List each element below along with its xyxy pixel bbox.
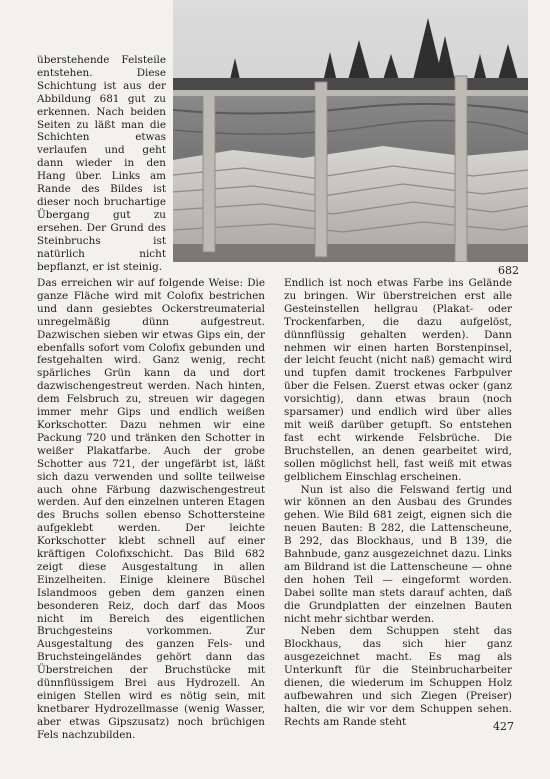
paragraph: Das erreichen wir auf folgende Weise: Die ganze Fläche wird mit Colofix bestrichen und dann gesiebtes Ockerstreumaterial unregelmäßig dünn aufgestreut. Dazwischen sieben wir etwas Gips ein, der ebenfalls sofort vom Colofix gebunden und festgehalten wird. Ganz wenig, recht spärliches Grün kann da und dort dazwischengestreut werden. Nach hinten, dem Felsbruch zu, streuen wir dagegen immer mehr Gips und endlich weißen Korkschotter. Dazu nehmen wir eine Packung 720 und tränken den Schotter in weißer Plakatfarbe. Auch der grobe Schotter aus 721, der ungefärbt ist, läßt sich dazu verwenden und sollte teilweise auch ohne Färbung dazwischengestreut werden. Auf den einzelnen unteren Etagen des Bruchs sollen ebenso Schottersteine aufgeklebt werden. Der leichte Korkschotter klebt schnell auf einer kräftigen Colofixschicht. Das Bild 682 zeigt diese Ausgestaltung in allen Einzelheiten. Einige kleinere Büschel Islandmoos geben dem ganzen einen besonderen Reiz, doch darf das Moos nicht im Bereich des eigentlichen Bruchgesteins vorkommen. Zur Ausgestaltung des ganzen Fels- und Bruchsteingeländes gehört dann das Überstreichen der Bruchstücke mit dünnflüssigem Brei aus Hydrozell. An einigen Stellen wird es nötig sein, mit knetbarer Hydrozellmasse (wenig Wasser, aber etwas Gipszusatz) noch brüchigen Fels nachzubilden. xyxy=(37,277,265,741)
page-number: 427 xyxy=(493,720,514,733)
paragraph: Nun ist also die Felswand fertig und wir können an den Ausbau des Grundes gehen. Wie Bild 681 zeigt, eignen sich die neuen Bauten: B 282, die Lattenscheune, B 292, das Blockhaus, und B 139, die Bahnbude, ganz ausgezeichnet dazu. Links am Bildrand ist die Lattenscheune — ohne den hohen Teil — eingeformt worden. Dabei sollte man stets darauf achten, daß die Grundplatten der einzelnen Bauten nicht mehr sichtbar werden. xyxy=(284,483,512,625)
paragraph: Neben dem Schuppen steht das Blockhaus, das sich hier ganz ausgezeichnet macht. Es mag als Unterkunft für die Steinbrucharbeiter dienen, die wiederum im Schuppen Holz aufbewahren und sich Ziegen (Preiser) halten, die wir vor dem Schuppen sehen. Rechts am Rande steht xyxy=(284,625,512,728)
paragraph: überstehende Felsteile entstehen. Diese Schichtung ist aus der Abbildung 681 gut zu erkennen. Nach beiden Seiten zu läßt man die Schichten etwas verlaufen und geht dann wieder in den Hang über. Links am Rande des Bildes ist dieser noch bruchartige Übergang gut zu ersehen. Der Grund des Steinbruchs ist natürlich nicht bepflanzt, er ist steinig. xyxy=(37,54,166,273)
quarry-model-illustration xyxy=(173,0,528,262)
figure-number: 682 xyxy=(498,264,519,277)
paragraph: Endlich ist noch etwas Farbe ins Gelände zu bringen. Wir überstreichen erst alle Gesteinstellen hellgrau (Plakat- oder Trockenfarben, die dazu aufgelöst, dünnflüssig gehalten werden). Dann nehmen wir einen harten Borstenpinsel, der leicht feucht (nicht naß) gemacht wird und tupfen damit trockenes Farbpulver über die Felsen. Zuerst etwas ocker (ganz vorsichtig), dann etwas braun (noch sparsamer) und endlich wird über alles mit weiß darüber getupft. So entstehen fast echt wirkende Felsbrüche. Die Bruchstellen, an denen gearbeitet wird, sollen möglichst hell, fast weiß mit etwas gelblichem Einschlag erscheinen. xyxy=(284,277,512,483)
quarry-model-photo xyxy=(173,0,528,262)
text-wrap-beside-photo xyxy=(37,54,166,273)
right-column xyxy=(284,277,512,729)
left-column xyxy=(37,277,265,742)
